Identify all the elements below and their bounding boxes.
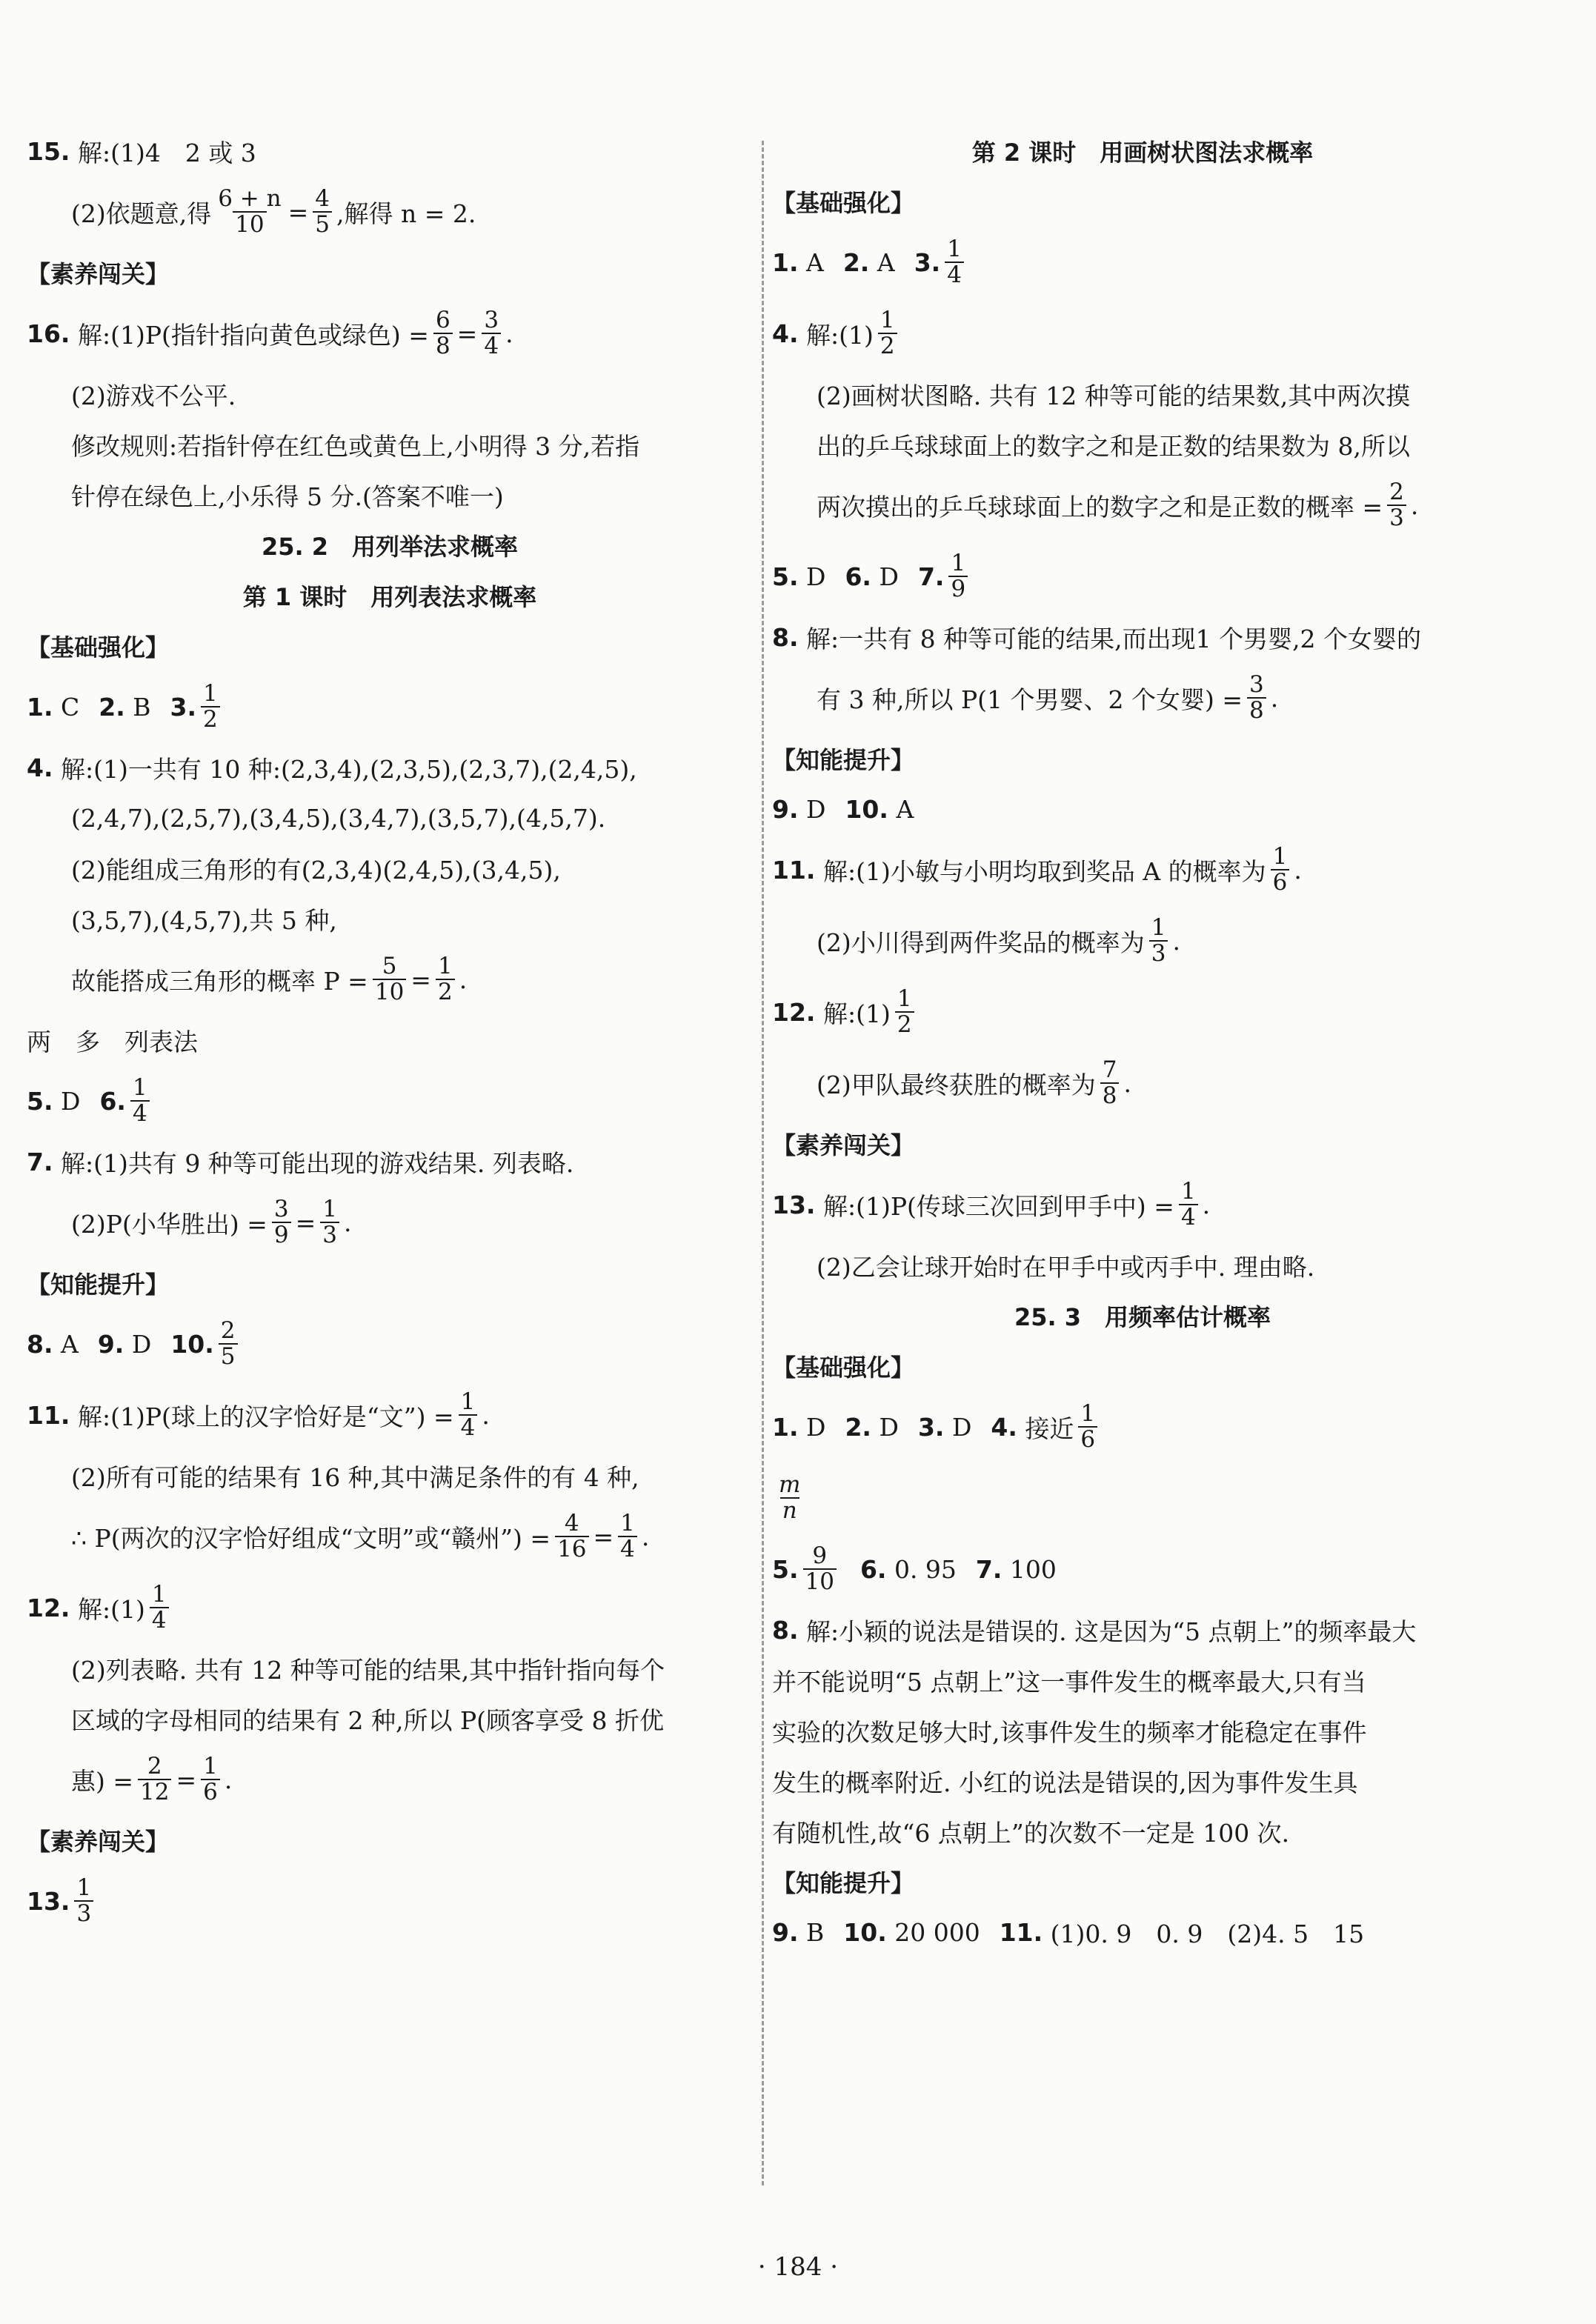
- text-fragment: 12.: [772, 997, 816, 1027]
- chapter-heading: 25. 2 用列举法求概率: [261, 533, 519, 561]
- text-fragment: 12.: [27, 1593, 70, 1622]
- answer-11: [27, 1379, 753, 1451]
- fraction: [138, 1754, 171, 1804]
- text-fragment: 1.: [27, 692, 53, 722]
- section-heading: 【素养闯关】: [27, 260, 170, 288]
- text-fragment: 1: [620, 1510, 635, 1537]
- text-fragment: D: [61, 1086, 81, 1116]
- text-fragment: .: [1410, 490, 1419, 520]
- text-fragment: 故能搭成三角形的概率 P =: [71, 966, 368, 996]
- text-fragment: 5.: [27, 1086, 53, 1116]
- answers-1-4: [772, 1391, 1513, 1462]
- text-fragment: 8.: [27, 1329, 53, 1359]
- text-fragment: 解:一共有 8 种等可能的结果,而出现1 个男婴,2 个女婴的: [806, 624, 1422, 653]
- text-fragment: 2.: [99, 692, 125, 722]
- fraction: [895, 987, 914, 1036]
- fraction: [948, 551, 968, 601]
- text-fragment: 10: [803, 1568, 837, 1594]
- text-line: (2)乙会让球开始时在甲手中或丙手中. 理由略.: [817, 1252, 1315, 1282]
- text-fragment: 4.: [27, 753, 53, 782]
- text-fragment: 1: [203, 1753, 218, 1780]
- fraction: [74, 1876, 93, 1925]
- text-fragment: 4: [315, 185, 330, 213]
- fraction: [373, 954, 406, 1004]
- text-fragment: 6: [201, 1779, 220, 1805]
- text-fragment: 3.: [170, 692, 197, 722]
- page-number: · 184 ·: [757, 2252, 839, 2282]
- text-fragment: n: [780, 1497, 799, 1523]
- text-line: (2)游戏不公平.: [71, 381, 236, 410]
- text-line: [27, 1187, 753, 1258]
- section-heading: 【素养闯关】: [772, 1131, 915, 1159]
- text-fragment: .: [224, 1765, 233, 1794]
- text-line: 区域的字母相同的结果有 2 种,所以 P(顾客享受 8 折优: [71, 1705, 665, 1735]
- text-fragment: 4.: [991, 1412, 1017, 1442]
- answer-13: [27, 1865, 753, 1937]
- section-heading: 【基础强化】: [27, 633, 170, 662]
- text-fragment: 2: [201, 706, 220, 732]
- text-fragment: 8: [433, 333, 453, 359]
- text-fragment: 0. 95: [894, 1554, 957, 1584]
- text-fragment: A: [806, 247, 824, 277]
- answer-7: [27, 1136, 753, 1187]
- text-fragment: 4: [130, 1100, 150, 1126]
- text-fragment: .: [641, 1522, 650, 1551]
- text-fragment: 2: [436, 979, 455, 1005]
- text-fragment: 3: [74, 1900, 93, 1926]
- answer-4: [772, 298, 1513, 369]
- text-fragment: 7.: [975, 1554, 1003, 1584]
- text-fragment: 16.: [27, 319, 70, 348]
- text-fragment: (2)小川得到两件奖品的概率为: [817, 928, 1145, 957]
- left-column: [27, 126, 753, 1937]
- answer-8: [772, 1605, 1513, 1655]
- text-line: 针停在绿色上,小乐得 5 分.(答案不唯一): [71, 482, 504, 511]
- fraction: [433, 308, 453, 358]
- text-fragment: 1: [437, 953, 453, 980]
- text-fragment: .: [1294, 855, 1302, 885]
- answers-9-11: [772, 1907, 1513, 1957]
- text-fragment: .: [1270, 683, 1279, 713]
- text-fragment: 2: [147, 1753, 162, 1780]
- text-fragment: =: [593, 1522, 614, 1551]
- text-fragment: 11.: [27, 1400, 70, 1430]
- text-fragment: 4: [564, 1510, 579, 1537]
- answers-5-7: [772, 541, 1513, 612]
- fraction: [459, 1390, 478, 1439]
- text-line: [772, 905, 1513, 976]
- text-fragment: 解:(1): [806, 320, 874, 350]
- text-fragment: 3: [1387, 505, 1406, 530]
- text-fragment: 3: [320, 1222, 339, 1248]
- fraction: [777, 1473, 802, 1522]
- section-heading: 【知能提升】: [772, 746, 915, 774]
- text-fragment: 13.: [27, 1886, 70, 1916]
- text-fragment: 4.: [772, 319, 799, 348]
- text-fragment: 解:(1)共有 9 种等可能出现的游戏结果. 列表略.: [61, 1148, 574, 1178]
- text-fragment: 11.: [999, 1917, 1043, 1947]
- text-fragment: 2: [895, 1011, 914, 1037]
- text-fragment: 1: [1272, 843, 1288, 870]
- text-fragment: .: [1123, 1068, 1131, 1098]
- fraction: [945, 237, 964, 287]
- answer-4: [27, 742, 753, 793]
- text-fragment: 解:(1): [77, 1594, 145, 1624]
- text-fragment: A: [877, 247, 895, 277]
- text-fragment: 9: [948, 576, 968, 602]
- text-fragment: 3: [1149, 940, 1168, 966]
- text-fragment: 4: [150, 1607, 169, 1633]
- fraction: [436, 954, 455, 1004]
- text-fragment: 10.: [170, 1329, 214, 1359]
- text-line: (2)所有可能的结果有 16 种,其中满足条件的有 4 种,: [71, 1462, 639, 1492]
- text-fragment: 7.: [27, 1147, 53, 1176]
- text-fragment: 解:(1)小敏与小明均取到奖品 A 的概率为: [822, 856, 1266, 886]
- text-fragment: 10: [233, 211, 266, 237]
- text-fragment: 9: [812, 1542, 828, 1570]
- text-line: [772, 1048, 1513, 1119]
- text-fragment: 5.: [772, 1554, 799, 1584]
- fraction: [1247, 673, 1266, 722]
- text-fragment: (2)甲队最终获胜的概率为: [817, 1070, 1096, 1099]
- text-fragment: 1: [1151, 914, 1166, 942]
- text-fragment: 1: [947, 236, 962, 263]
- text-fragment: A: [61, 1329, 79, 1359]
- text-fragment: .: [1172, 926, 1180, 956]
- answer-m-over-n: [772, 1462, 1513, 1534]
- text-fragment: =: [287, 197, 309, 227]
- text-line: [27, 1744, 753, 1815]
- text-line: (2)能组成三角形的有(2,3,4)(2,4,5),(3,4,5),: [71, 855, 561, 885]
- text-fragment: 9.: [97, 1329, 124, 1359]
- text-line: [27, 944, 753, 1015]
- text-fragment: 5.: [772, 562, 799, 591]
- section-heading: 【基础强化】: [772, 189, 915, 217]
- text-fragment: 5: [219, 1343, 238, 1369]
- text-fragment: 10.: [843, 1917, 887, 1947]
- answers-5-6: [27, 1065, 753, 1136]
- text-fragment: 6: [1271, 869, 1290, 895]
- text-fragment: 13.: [772, 1190, 816, 1219]
- text-fragment: 3: [1249, 671, 1264, 699]
- fraction: [1149, 916, 1168, 965]
- chapter-heading: 25. 3 用频率估计概率: [1014, 1303, 1271, 1331]
- answer-15: [27, 126, 753, 176]
- text-fragment: 6.: [845, 562, 871, 591]
- answers-8-10: [27, 1308, 753, 1379]
- text-line: (2,4,7),(2,5,7),(3,4,5),(3,4,7),(3,5,7),(4,5,7).: [71, 803, 606, 833]
- text-fragment: 6: [435, 307, 450, 334]
- text-fragment: 1.: [772, 1412, 799, 1442]
- text-fragment: 1: [203, 680, 218, 707]
- text-fragment: 3.: [917, 1412, 945, 1442]
- text-line: [772, 662, 1513, 733]
- fraction: [130, 1076, 150, 1125]
- answers-5-7: [772, 1534, 1513, 1605]
- text-fragment: .: [459, 965, 468, 994]
- column-divider: [762, 141, 764, 2185]
- text-fragment: D: [879, 1412, 899, 1442]
- text-fragment: 9: [272, 1222, 291, 1248]
- text-line: 发生的概率附近. 小红的说法是错误的,因为事件发生具: [772, 1768, 1358, 1797]
- text-fragment: 16: [555, 1536, 588, 1562]
- text-fragment: B: [133, 692, 151, 722]
- text-line: 实验的次数足够大时,该事件发生的频率才能稳定在事件: [772, 1717, 1367, 1747]
- text-fragment: 1: [132, 1074, 147, 1102]
- fraction: [201, 682, 220, 731]
- fraction: [618, 1511, 637, 1561]
- fraction: [803, 1544, 837, 1594]
- text-fragment: 10: [373, 979, 406, 1005]
- text-fragment: 5: [382, 953, 397, 980]
- lesson-heading: 第 1 课时 用列表法求概率: [242, 583, 537, 611]
- fraction: [201, 1754, 220, 1804]
- fraction: [150, 1582, 169, 1632]
- fraction: [878, 308, 897, 358]
- text-fragment: 4: [618, 1536, 637, 1562]
- text-line: [27, 1501, 753, 1572]
- fraction: [219, 1319, 238, 1368]
- text-fragment: 6 + n: [218, 185, 282, 213]
- text-fragment: 1: [322, 1196, 337, 1223]
- text-fragment: 解:(1)4 2 或 3: [77, 138, 256, 167]
- text-fragment: .: [505, 319, 513, 348]
- text-line: 出的乒乓球球面上的数字之和是正数的结果数为 8,所以: [817, 431, 1410, 461]
- text-fragment: 解:(1)P(传球三次回到甲手中) =: [822, 1191, 1174, 1221]
- text-fragment: 3.: [914, 247, 941, 277]
- text-fragment: =: [176, 1765, 197, 1794]
- text-line: 并不能说明“5 点朝上”这一事件发生的概率最大,只有当: [772, 1667, 1366, 1697]
- answers-1-3: [772, 227, 1513, 298]
- text-fragment: 12: [138, 1779, 171, 1805]
- text-fragment: 1: [1180, 1178, 1196, 1205]
- text-fragment: 2.: [842, 247, 870, 277]
- text-fragment: 2: [220, 1317, 236, 1345]
- text-line: (2)列表略. 共有 12 种等可能的结果,其中指针指向每个: [71, 1655, 665, 1685]
- text-fragment: 接近: [1025, 1414, 1074, 1443]
- text-fragment: 10.: [845, 794, 888, 824]
- text-fragment: 1: [897, 985, 912, 1013]
- fraction: [216, 187, 283, 236]
- text-fragment: 5: [313, 211, 332, 237]
- fraction: [1179, 1179, 1198, 1229]
- answer-13: [772, 1169, 1513, 1240]
- text-fragment: 解:(1)一共有 10 种:(2,3,4),(2,3,5),(2,3,7),(2,4,5),: [61, 754, 637, 784]
- text-fragment: 1: [76, 1874, 92, 1902]
- right-column: [772, 126, 1513, 1957]
- answer-12: [27, 1572, 753, 1643]
- text-fragment: ,解得 n = 2.: [336, 199, 476, 228]
- text-line: 两 多 列表法: [27, 1027, 198, 1056]
- text-fragment: 2: [1389, 479, 1404, 506]
- text-fragment: 解:(1): [822, 999, 891, 1028]
- text-fragment: 惠) =: [71, 1766, 134, 1796]
- text-fragment: 1.: [772, 247, 799, 277]
- text-fragment: (1)0. 9 0. 9 (2)4. 5 15: [1050, 1919, 1365, 1948]
- text-fragment: 9.: [772, 1917, 799, 1947]
- section-heading: 【知能提升】: [772, 1869, 915, 1897]
- text-fragment: 4: [945, 262, 964, 287]
- fraction: [1078, 1402, 1097, 1451]
- section-heading: 【基础强化】: [772, 1354, 915, 1382]
- text-fragment: 2.: [845, 1412, 871, 1442]
- text-fragment: 解:(1)P(指针指向黄色或绿色) =: [77, 320, 429, 350]
- text-fragment: 1: [880, 307, 895, 334]
- text-fragment: 100: [1009, 1554, 1057, 1584]
- answer-15-part2: [27, 176, 753, 247]
- answer-16: [27, 298, 753, 369]
- text-fragment: 8: [1247, 697, 1266, 723]
- text-fragment: D: [131, 1329, 152, 1359]
- fraction: [482, 308, 501, 358]
- text-fragment: 1: [1080, 1400, 1096, 1428]
- text-line: (2)画树状图略. 共有 12 种等可能的结果数,其中两次摸: [817, 381, 1411, 410]
- section-heading: 【素养闯关】: [27, 1828, 170, 1856]
- fraction: [272, 1197, 291, 1247]
- text-fragment: ∴ P(两次的汉字恰好组成“文明”或“赣州”) =: [71, 1523, 551, 1553]
- answer-12: [772, 976, 1513, 1048]
- text-fragment: D: [879, 562, 899, 591]
- text-fragment: 6.: [99, 1086, 126, 1116]
- fraction: [1100, 1058, 1120, 1108]
- fraction: [1387, 480, 1406, 530]
- text-fragment: 8.: [772, 1615, 799, 1645]
- answers-1-3: [27, 671, 753, 742]
- text-line: 有随机性,故“6 点朝上”的次数不一定是 100 次.: [772, 1818, 1290, 1848]
- text-line: (3,5,7),(4,5,7),共 5 种,: [71, 905, 337, 935]
- text-fragment: 6.: [859, 1554, 887, 1584]
- fraction: [1271, 845, 1290, 894]
- text-fragment: (2)P(小华胜出) =: [71, 1209, 267, 1239]
- text-fragment: B: [806, 1917, 825, 1947]
- text-fragment: 7.: [917, 562, 945, 591]
- text-fragment: 解:小颖的说法是错误的. 这是因为“5 点朝上”的频率最大: [806, 1617, 1417, 1646]
- answer-8: [772, 612, 1513, 662]
- fraction: [555, 1511, 588, 1561]
- fraction: [313, 187, 332, 236]
- text-fragment: D: [951, 1412, 972, 1442]
- text-fragment: D: [806, 562, 826, 591]
- text-fragment: =: [456, 319, 478, 348]
- lesson-heading: 第 2 课时 用画树状图法求概率: [971, 139, 1314, 167]
- text-fragment: 3: [273, 1196, 289, 1223]
- text-fragment: 4: [459, 1414, 478, 1440]
- text-fragment: A: [896, 794, 914, 824]
- text-fragment: (2)依题意,得: [71, 199, 212, 228]
- text-fragment: D: [806, 1412, 826, 1442]
- answers-9-10: [772, 784, 1513, 834]
- text-fragment: m: [779, 1471, 801, 1499]
- text-fragment: .: [343, 1208, 352, 1237]
- text-line: 修改规则:若指针停在红色或黄色上,小明得 3 分,若指: [71, 431, 640, 461]
- text-fragment: 1: [460, 1388, 476, 1416]
- text-fragment: 4: [1179, 1204, 1198, 1230]
- text-fragment: 4: [482, 333, 501, 359]
- text-fragment: 20 000: [894, 1917, 980, 1947]
- text-fragment: 7: [1102, 1056, 1117, 1084]
- answer-11: [772, 834, 1513, 905]
- text-fragment: 9.: [772, 794, 799, 824]
- text-fragment: .: [482, 1400, 490, 1430]
- text-fragment: 8: [1100, 1082, 1120, 1108]
- text-fragment: 15.: [27, 136, 70, 166]
- text-fragment: =: [295, 1208, 316, 1237]
- text-fragment: 1: [151, 1581, 167, 1608]
- text-fragment: 6: [1078, 1426, 1097, 1452]
- fraction: [320, 1197, 339, 1247]
- text-fragment: 有 3 种,所以 P(1 个男婴、2 个女婴) =: [817, 685, 1243, 714]
- section-heading: 【知能提升】: [27, 1271, 170, 1299]
- text-fragment: .: [1202, 1190, 1211, 1219]
- text-fragment: 3: [484, 307, 499, 334]
- text-fragment: 1: [951, 550, 966, 577]
- text-fragment: 2: [878, 333, 897, 359]
- text-fragment: =: [410, 965, 431, 994]
- text-fragment: 11.: [772, 855, 816, 885]
- text-line: [772, 470, 1513, 541]
- text-fragment: 两次摸出的乒乓球球面上的数字之和是正数的概率 =: [817, 492, 1383, 522]
- text-fragment: D: [806, 794, 826, 824]
- text-fragment: 解:(1)P(球上的汉字恰好是“文”) =: [77, 1402, 454, 1431]
- text-fragment: 8.: [772, 622, 799, 652]
- text-fragment: C: [61, 692, 80, 722]
